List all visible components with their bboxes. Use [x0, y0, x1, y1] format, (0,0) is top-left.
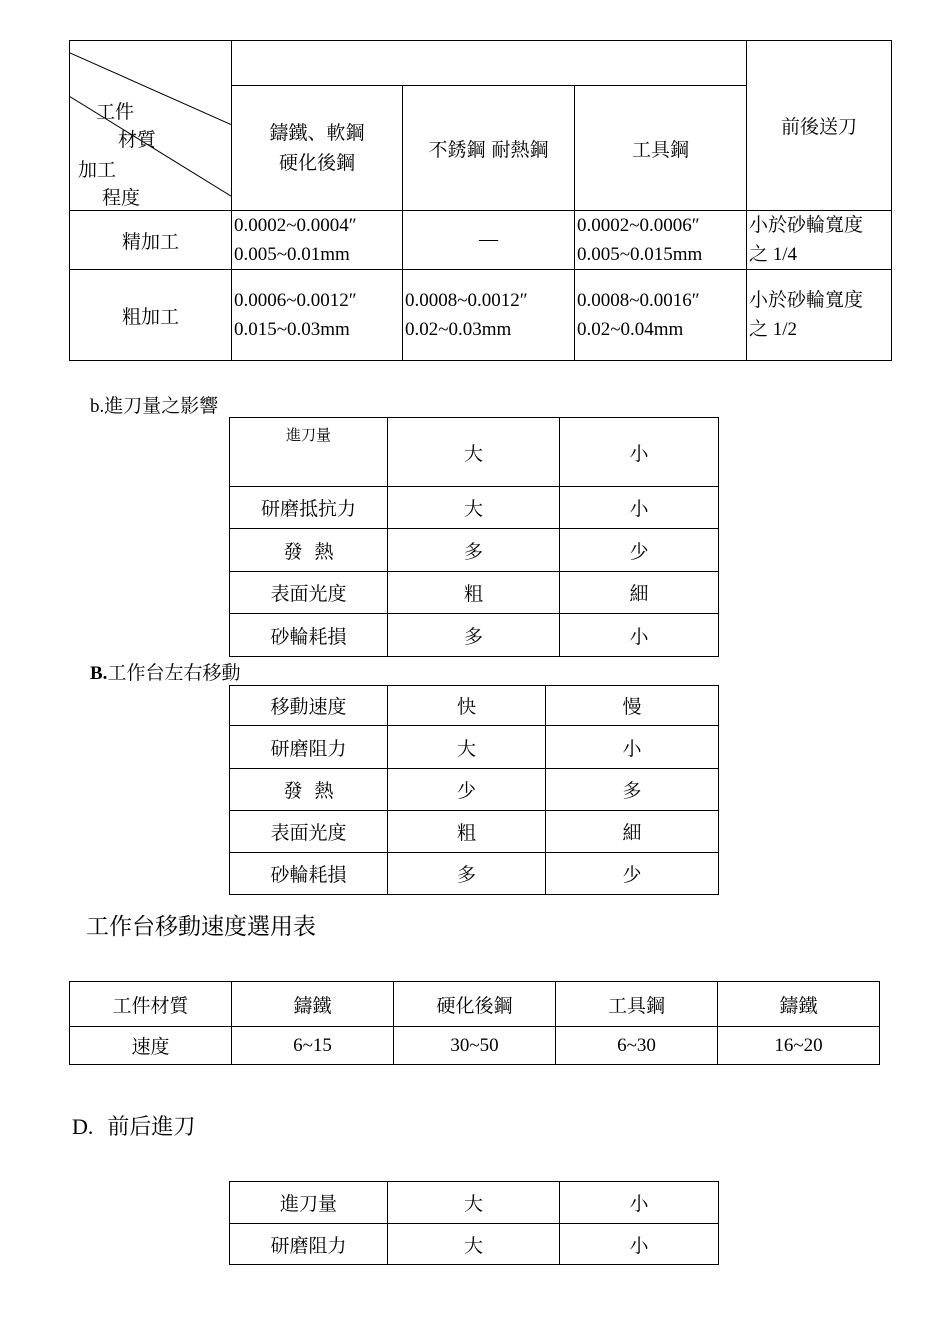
rough-cell-3-mm: 0.02~0.04mm — [577, 319, 684, 340]
speed-row-label: 速度 — [70, 1027, 232, 1065]
rough-cell-2-inch: 0.0008~0.0012″ — [405, 290, 528, 311]
rough-cell-4-line1: 小於砂輪寬度 — [749, 289, 864, 311]
rough-cell-4-line2: 之 1/2 — [749, 319, 798, 340]
corner-degree: 程度 — [102, 187, 141, 209]
fine-cell-2: — — [403, 211, 575, 270]
speed-value-3: 6~30 — [556, 1027, 718, 1065]
header-blank — [232, 41, 747, 86]
feed-header — [747, 41, 892, 211]
rough-cell-3-inch: 0.0008~0.0016″ — [577, 290, 700, 311]
speed-header-3: 工具鋼 — [556, 982, 718, 1027]
material-header-3: 工具鋼 — [575, 86, 747, 211]
fine-cell-4-line2: 之 1/4 — [749, 244, 798, 265]
section-b-heading — [90, 391, 218, 418]
travel-cell: 細 — [546, 811, 719, 853]
fine-cell-1-mm: 0.005~0.01mm — [234, 244, 350, 265]
fine-cell-4-line1: 小於砂輪寬度 — [749, 214, 864, 236]
section-b-title: 進刀量之影響 — [104, 395, 219, 417]
feed-effect-row-label: 表面光度 — [230, 572, 388, 614]
section-D-title: 前后進刀 — [107, 1115, 196, 1140]
rough-cell-2 — [403, 270, 575, 361]
front-back-feed-table — [229, 1181, 719, 1265]
front-feed-cell: 小 — [560, 1182, 719, 1224]
travel-row-label: 研磨阻力 — [230, 726, 388, 769]
travel-cell: 慢 — [546, 686, 719, 726]
feed-effect-header-0: 進刀量 — [230, 418, 388, 487]
rough-cell-1-inch: 0.0006~0.0012″ — [234, 290, 357, 311]
travel-cell: 粗 — [388, 811, 546, 853]
rough-cell-4 — [747, 270, 892, 361]
material-header-2: 不銹鋼 耐熱鋼 — [403, 86, 575, 211]
travel-cell: 大 — [388, 726, 546, 769]
section-D-heading — [72, 1110, 195, 1141]
rough-cell-2-mm: 0.02~0.03mm — [405, 319, 512, 340]
speed-header-2: 硬化後鋼 — [394, 982, 556, 1027]
feed-effect-header-2: 小 — [560, 418, 719, 487]
section-b-prefix: b. — [90, 396, 105, 417]
travel-row-label: 發 熱 — [230, 769, 388, 811]
feed-effect-row-label: 發 熱 — [230, 529, 388, 572]
fine-cell-4 — [747, 211, 892, 270]
speed-header-4: 鑄鐵 — [718, 982, 880, 1027]
material-header-1-line1: 鑄鐵、軟鋼 — [269, 122, 365, 144]
travel-cell: 小 — [546, 726, 719, 769]
row-label-rough: 粗加工 — [70, 270, 232, 361]
table-travel-table — [229, 685, 719, 895]
front-feed-cell: 大 — [388, 1182, 560, 1224]
speed-value-2: 30~50 — [394, 1027, 556, 1065]
feed-effect-cell: 少 — [560, 529, 719, 572]
fine-cell-1 — [232, 211, 403, 270]
speed-value-4: 16~20 — [718, 1027, 880, 1065]
travel-cell: 多 — [388, 853, 546, 895]
feed-effect-table — [229, 417, 719, 657]
feed-effect-cell: 大 — [388, 487, 560, 529]
feed-effect-cell: 小 — [560, 614, 719, 657]
fine-cell-3-mm: 0.005~0.015mm — [577, 244, 703, 265]
feed-effect-row-label: 研磨抵抗力 — [230, 487, 388, 529]
corner-workpiece: 工件 — [96, 101, 135, 123]
fine-cell-3 — [575, 211, 747, 270]
feed-header-label: 前後送刀 — [781, 116, 858, 138]
fine-cell-3-inch: 0.0002~0.0006″ — [577, 215, 700, 236]
speed-table-title: 工作台移動速度選用表 — [86, 914, 316, 940]
feed-effect-cell: 細 — [560, 572, 719, 614]
row-label-fine: 精加工 — [70, 211, 232, 270]
feed-effect-header-1: 大 — [388, 418, 560, 487]
front-feed-row-label: 進刀量 — [230, 1182, 388, 1224]
feed-effect-row-label: 砂輪耗損 — [230, 614, 388, 657]
travel-cell: 多 — [546, 769, 719, 811]
material-header-1-line2: 硬化後鋼 — [278, 152, 355, 174]
speed-header-1: 鑄鐵 — [232, 982, 394, 1027]
rough-cell-3 — [575, 270, 747, 361]
front-feed-cell: 大 — [388, 1224, 560, 1265]
travel-cell: 少 — [546, 853, 719, 895]
section-D-prefix: D. — [72, 1114, 94, 1139]
fine-cell-1-inch: 0.0002~0.0004″ — [234, 215, 357, 236]
travel-row-label: 砂輪耗損 — [230, 853, 388, 895]
corner-process: 加工 — [78, 159, 117, 181]
front-feed-cell: 小 — [560, 1224, 719, 1265]
corner-material: 材質 — [118, 129, 157, 151]
section-B-prefix: B. — [90, 663, 108, 684]
rough-cell-1 — [232, 270, 403, 361]
feed-rate-table — [69, 40, 892, 361]
feed-effect-cell: 多 — [388, 529, 560, 572]
speed-header-0: 工件材質 — [70, 982, 232, 1027]
travel-row-label: 表面光度 — [230, 811, 388, 853]
section-B-heading — [90, 658, 240, 685]
material-header-1 — [232, 86, 403, 211]
corner-cell — [70, 41, 232, 211]
travel-cell: 快 — [388, 686, 546, 726]
rough-cell-1-mm: 0.015~0.03mm — [234, 319, 350, 340]
section-B-title: 工作台左右移動 — [107, 662, 241, 684]
front-feed-row-label: 研磨阻力 — [230, 1224, 388, 1265]
feed-effect-cell: 多 — [388, 614, 560, 657]
feed-effect-cell: 小 — [560, 487, 719, 529]
feed-effect-cell: 粗 — [388, 572, 560, 614]
speed-value-1: 6~15 — [232, 1027, 394, 1065]
speed-table — [69, 981, 880, 1065]
travel-cell: 少 — [388, 769, 546, 811]
travel-row-label: 移動速度 — [230, 686, 388, 726]
